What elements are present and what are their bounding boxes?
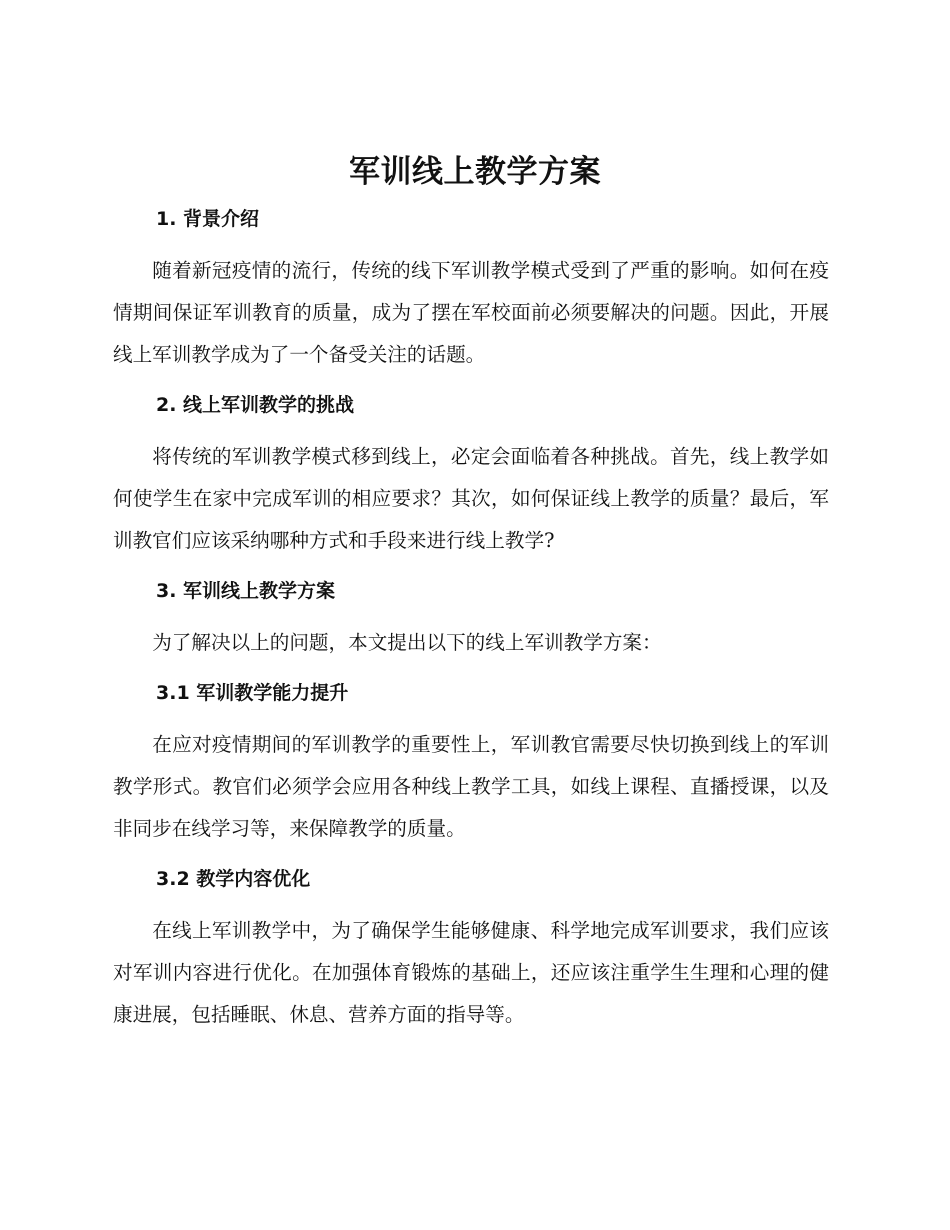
section-content-optimization bbox=[113, 862, 829, 1036]
section-challenges bbox=[113, 388, 829, 562]
section-heading: 3.1 军训教学能力提升 bbox=[156, 682, 349, 704]
section-paragraph: 在线上军训教学中，为了确保学生能够健康、科学地完成军训要求，我们应该对军训内容进行优化。在加强体育锻炼的基础上，还应该注重学生生理和心理的健康进展，包括睡眠、休息、营养方面的指导等。 bbox=[113, 919, 829, 1026]
section-paragraph: 将传统的军训教学模式移到线上，必定会面临着各种挑战。首先，线上教学如何使学生在家中完成军训的相应要求？其次，如何保证线上教学的质量？最后，军训教官们应该采纳哪种方式和手段来进行线上教学? bbox=[113, 445, 829, 552]
section-paragraph: 为了解决以上的问题，本文提出以下的线上军训教学方案： bbox=[152, 631, 662, 654]
section-background bbox=[113, 202, 829, 376]
document-body bbox=[113, 202, 829, 1036]
section-heading: 3.2 教学内容优化 bbox=[156, 868, 311, 890]
section-heading: 1. 背景介绍 bbox=[156, 208, 260, 230]
section-heading: 3. 军训线上教学方案 bbox=[156, 580, 336, 602]
section-paragraph: 在应对疫情期间的军训教学的重要性上，军训教官需要尽快切换到线上的军训教学形式。教官们必须学会应用各种线上教学工具，如线上课程、直播授课，以及非同步在线学习等，来保障教学的质量。 bbox=[113, 733, 829, 840]
section-heading: 2. 线上军训教学的挑战 bbox=[156, 394, 355, 416]
page-title: 军训线上教学方案 bbox=[349, 154, 601, 190]
section-capability bbox=[113, 676, 829, 850]
section-plan bbox=[113, 574, 829, 664]
section-paragraph: 随着新冠疫情的流行，传统的线下军训教学模式受到了严重的影响。如何在疫情期间保证军训教育的质量，成为了摆在军校面前必须要解决的问题。因此，开展线上军训教学成为了一个备受关注的话题。 bbox=[113, 259, 829, 366]
